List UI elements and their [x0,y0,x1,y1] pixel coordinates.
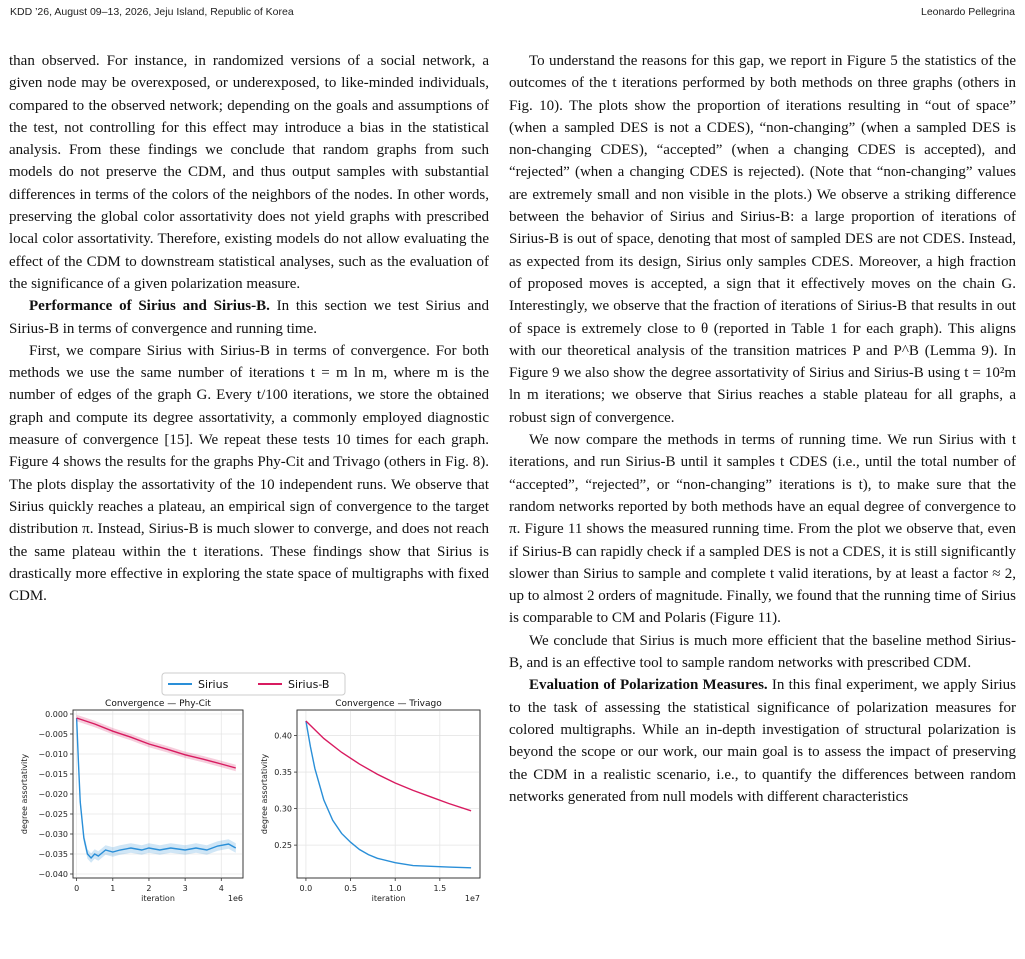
x-tick-label: 1 [110,884,116,893]
y-tick-label: 0.000 [45,710,68,719]
right-paragraph-1: To understand the reasons for this gap, we report in Figure 5 the statistics of the outcomes of the t iterations performed by both methods on three graphs (others in Fig. 10). The plots show the proportion of iterations resulting in “out of space” (when a sampled DES is not a CDES), “non-changing” (when a sampled DES is non-changing CDES), “accepted” (when a changing CDES is accepted), and “rejected” (when a changing CDES is rejected). (Note that “non-changing” values are extremely small and non visible in the plots.) We observe a striking difference between the behavior of Sirius and Sirius-B: a large proportion of iterations of Sirius-B is out of space, denoting that most of sampled DES are not CDES. Instead, as expected from its design, Sirius only samples CDES. Moreover, a high fraction of proposed moves is accepted, a sign that it effectively moves on the chain G. Interestingly, we observe that the fraction of iterations of Sirius-B that results in out of space is extremely close to θ (reported in Table 1 for each graph). This aligns with our theoretical analysis of the transition matrices P and P^B (Lemma 9). In Figure 9 we also show the degree assortativity of Sirius and Sirius-B using t = 10²m ln m iterations; we observe that Sirius reaches a stable plateau for all graphs, a robust sign of convergence. [509,53,1016,426]
y-axis-label: degree assortativity [260,753,269,835]
right-paragraph-3: We conclude that Sirius is much more efficient that the baseline method Sirius-B, and is an effective tool to sample random networks with prescribed CDM. [509,632,1016,672]
x-tick-label: 1.5 [433,884,447,893]
left-paragraph-3: First, we compare Sirius with Sirius-B in terms of convergence. For both methods we use the same number of iterations t = m ln m, where m is the number of edges of the graph G. Every t/100 iterations, we store the obtained graph and compute its degree assortativity, a commonly employed diagnostic measure of convergence [15]. We repeat these tests 10 times for each graph. Figure 4 shows the results for the graphs Phy-Cit and Trivago (others in Fig. 8). The plots display the assortativity of the 10 independent runs. We observe that Sirius quickly reaches a plateau, an empirical sign of convergence to the target distribution π. Instead, Sirius-B is much slower to converge, and does not reach the same plateau within the t iterations. These findings show that Sirius is drastically more effective in exploring the state space of multigraphs with fixed CDM. [9,342,489,605]
right-paragraph-4 [509,674,1016,808]
y-tick-label: −0.015 [38,770,68,779]
x-axis-label: iteration [141,894,175,903]
y-tick-label: −0.035 [38,850,68,859]
header-venue: KDD ’26, August 09–13, 2026, Jeju Island, Republic of Korea [10,6,294,18]
y-tick-label: −0.030 [38,830,68,839]
running-header [10,6,1015,22]
panel-title: Convergence — Phy-Cit [105,699,211,709]
x-axis-multiplier: 1e6 [227,894,243,903]
y-tick-label: 0.35 [274,768,292,778]
legend-label-sirius: Sirius [198,678,229,691]
y-tick-label: 0.25 [274,841,292,851]
x-axis-label: iteration [371,894,406,903]
x-tick-label: 3 [182,884,188,893]
left-paragraph-1: than observed. For instance, in randomized versions of a social network, a given node may be overexposed, or underexposed, to like-minded individuals, compared to the observed network; depending on the goals and assumptions of the test, not controlling for this effect may introduce a bias in the statistical analysis. From these findings we conclude that random graphs from such models do not preserve the CDM, and thus output samples with substantial differences in terms of the colors of the neighbors of the nodes. In other words, preserving the global color assortativity does not yield graphs with prescribed local color assortativity. Therefore, existing models do not allow evaluating the effect of the CDM to downstream statistical analyses, such as the evaluation of the significance of a given polarization measure. [9,53,489,292]
panel-title: Convergence — Trivago [335,699,442,709]
x-tick-label: 0.5 [344,884,357,893]
right-paragraph-4-body: In this final experiment, we apply Sirius to the task of assessing the statistical significance of polarization measures for colored multigraphs. While an in-depth investigation of structural polarization is beyond the scope or our work, our main goal is to assess the impact of preserving the CDM in a realistic scenario, i.e., to quantify the differences between random networks generated from null models with different characteristics [509,677,1017,805]
left-paragraph-2 [9,295,489,340]
y-tick-label: −0.010 [38,750,68,759]
y-axis-label: degree assortativity [20,753,29,835]
section-heading-performance: Performance of Sirius and Sirius-B. [29,298,270,315]
figure-convergence [10,670,490,920]
y-tick-label: −0.005 [38,730,68,739]
right-column [509,50,1016,808]
y-tick-label: −0.025 [38,810,68,819]
header-author: Leonardo Pellegrina [921,6,1015,18]
x-tick-label: 0.0 [299,884,313,893]
y-tick-label: 0.40 [274,731,292,741]
left-paragraph-2-body: In this section we test Sirius and Sirius-B in terms of convergence and running time. [9,298,489,337]
figure-svg [10,670,490,920]
section-heading-polarization: Evaluation of Polarization Measures. [529,677,768,694]
y-tick-label: 0.30 [274,804,292,814]
y-tick-label: −0.020 [38,790,68,799]
x-tick-label: 0 [74,884,80,893]
figure-legend [162,673,345,695]
x-axis-multiplier: 1e7 [464,894,480,903]
x-tick-label: 1.0 [388,884,402,893]
legend-label-siriusb: Sirius-B [288,678,330,691]
left-column [9,50,489,607]
x-tick-label: 4 [218,884,224,893]
y-tick-label: −0.040 [38,870,68,879]
panel-phy-cit [20,699,243,903]
right-paragraph-2: We now compare the methods in terms of running time. We run Sirius with t iterations, and run Sirius-B until it samples t CDES (i.e., until the total number of “accepted”, “rejected”, or “non-changing” iterations is t), to make sure that the random networks reported by both methods have an equal degree of convergence to π. Figure 11 shows the measured running time. From the plot we observe that, even if Sirius-B can rapidly check if a sampled DES is not a CDES, it is still significantly slower than Sirius to sample and complete t valid iterations, by at least a factor ≈ 2, up to almost 2 orders of magnitude. Finally, we found that the running time of Sirius is comparable to CM and Polaris (Figure 11). [509,432,1016,627]
panel-trivago [260,699,480,903]
x-tick-label: 2 [146,884,152,893]
